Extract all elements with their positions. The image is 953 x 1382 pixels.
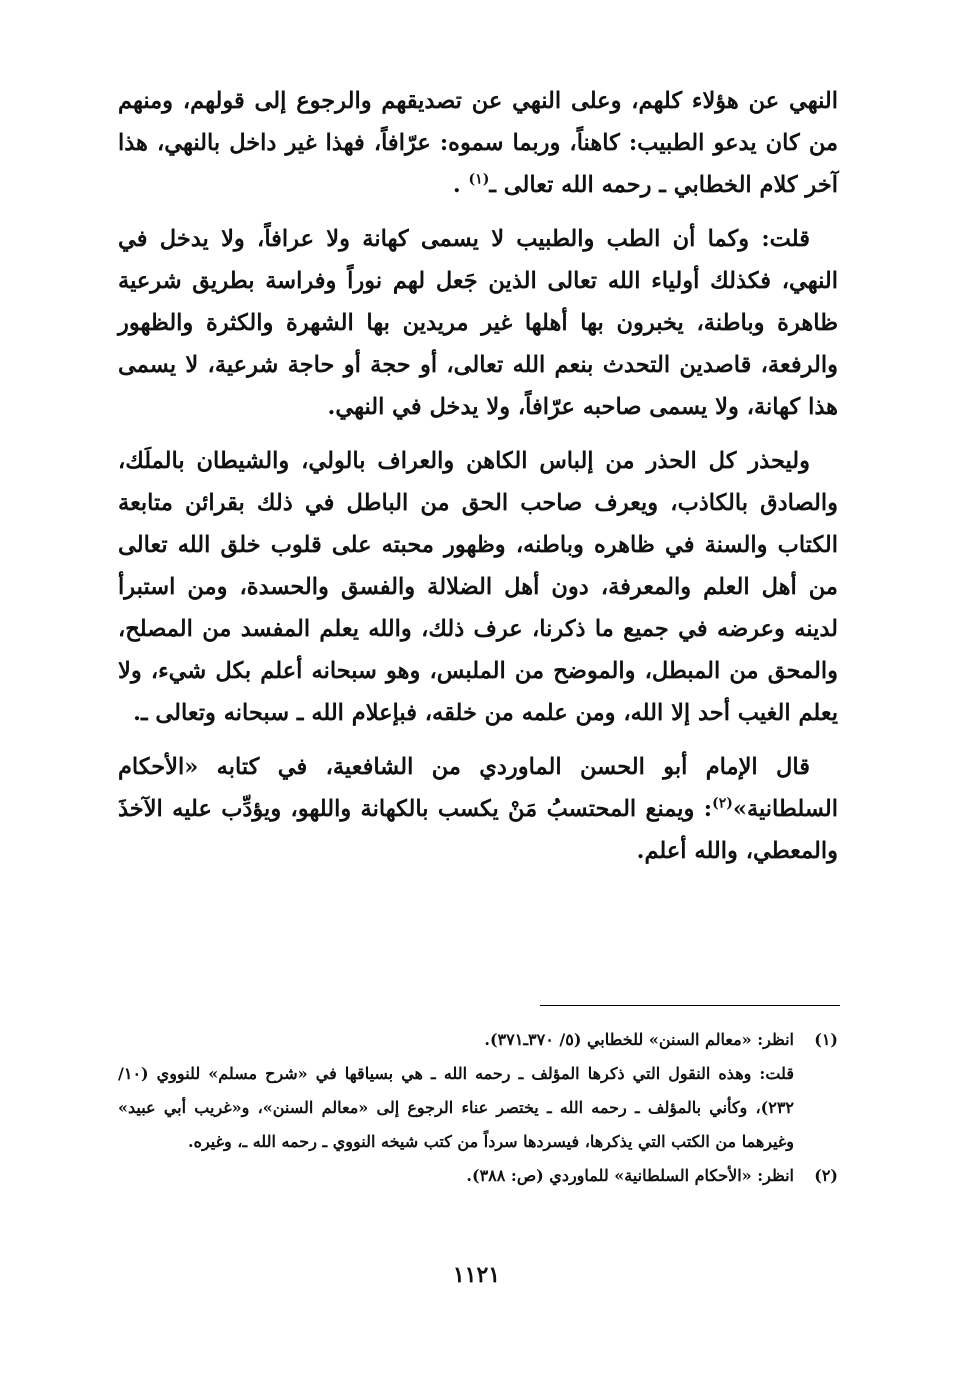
footnote-line: انظر: «الأحكام السلطانية» للماوردي (ص: ٣٨٨). xyxy=(466,1166,794,1185)
main-text xyxy=(118,80,838,884)
paragraph-2: قلت: وكما أن الطب والطبيب لا يسمى كهانة ولا عرافاً، ولا يدخل في النهي، فكذلك أولياء الله تعالى الذين جَعل لهم نوراً وفراسة بطريق شرعية ظاهرة وباطنة، يخبرون بها أهلها غير مريدين بها الشهرة والكثرة والظهور والرفعة، قاصدين التحدث بنعم الله تعالى، أو حجة أو حاجة شرعية، لا يسمى هذا كهانة، ولا يسمى صاحبه عرّافاً، ولا يدخل في النهي. xyxy=(118,226,838,420)
footnotes xyxy=(118,1023,838,1193)
footnote-line: انظر: «معالم السنن» للخطابي (٥/ ٣٧٠ـ٣٧١). xyxy=(484,1030,794,1049)
paragraph-1 xyxy=(118,80,838,206)
footnote-line: قلت: وهذه النقول التي ذكرها المؤلف ـ رحمه الله ـ هي بسياقها في «شرح مسلم» للنووي (١٠/ ٢٣٢)، وكأني بالمؤلف ـ رحمه الله ـ يختصر عناء الرجوع إلى «معالم السنن»، و«غريب أبي عبيد» وغيرهما من الكتب التي يذكرها، فيسردها سرداً من كتب شيخه النووي ـ رحمه الله ـ، وغيره. xyxy=(118,1064,795,1151)
paragraph-1-text: النهي عن هؤلاء كلهم، وعلى النهي عن تصديقهم والرجوع إلى قولهم، ومنهم من كان يدعو الطبيب: كاهناً، وربما سموه: عرّافاً، فهذا غير داخل بالنهي، هذا آخر كلام الخطابي ـ رحمه الله تعالى ـ xyxy=(118,88,838,198)
footnote-number: (١) xyxy=(814,1030,838,1049)
paragraph-4 xyxy=(118,746,838,872)
paragraph-4-text-b: : ويمنع المحتسبُ مَنْ يكسب بالكهانة واللهو، ويؤدِّب عليه الآخذَ والمعطي، والله أعلم. xyxy=(118,796,838,864)
footnote-body xyxy=(118,1023,794,1159)
footnote-body xyxy=(118,1159,794,1193)
paragraph-3: وليحذر كل الحذر من إلباس الكاهن والعراف بالولي، والشيطان بالملَك، والصادق بالكاذب، ويعرف صاحب الحق من الباطل في ذلك بقرائن متابعة الكتاب والسنة في ظاهره وباطنه، وظهور محبته على قلوب خلق الله تعالى من أهل العلم والمعرفة، دون أهل الضلالة والفسق والحسدة، ومن استبرأ لدينه وعرضه في جميع ما ذكرنا، عرف ذلك، والله يعلم المفسد من المصلح، والمحق من المبطل، والموضح من الملبس، وهو سبحانه أعلم بكل شيء، ولا يعلم الغيب أحد إلا الله، ومن علمه من خلقه، فبإعلام الله ـ سبحانه وتعالى ـ. xyxy=(118,448,838,726)
footnote-2 xyxy=(118,1159,838,1193)
footnote-divider xyxy=(540,1005,840,1006)
paragraph-1-end: . xyxy=(452,172,461,198)
paragraph-4-text-a: قال الإمام أبو الحسن الماوردي من الشافعية، في كتابه «الأحكام السلطانية» xyxy=(118,754,838,822)
page-number: ١١٢١ xyxy=(452,1262,501,1288)
footnote-number: (٢) xyxy=(814,1166,838,1185)
footnote-ref-2: (٢) xyxy=(712,795,733,812)
footnote-ref-1: (١) xyxy=(468,171,490,188)
footnote-1 xyxy=(118,1023,838,1159)
